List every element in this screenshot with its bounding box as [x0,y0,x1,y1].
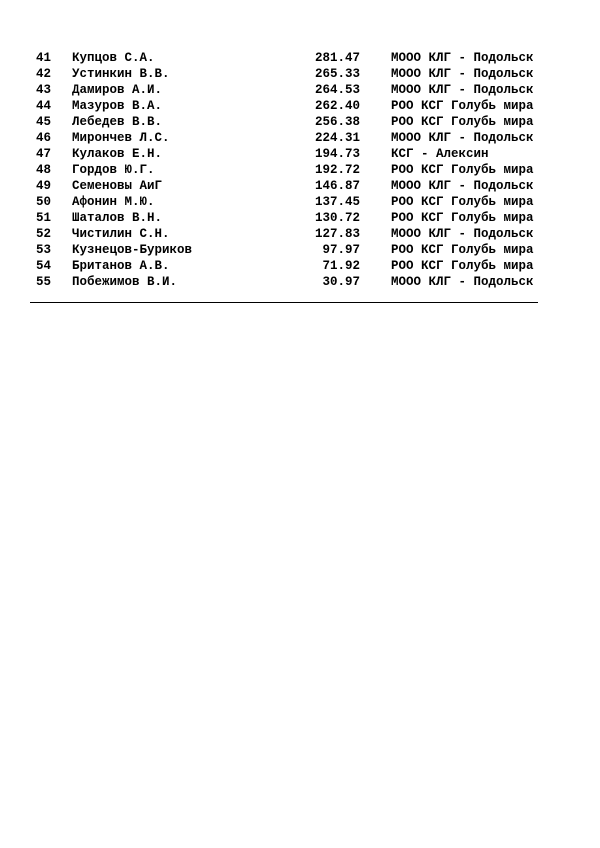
table-row [36,162,576,178]
place-number: 41 [36,51,52,65]
score-value: 137.45 [314,195,360,209]
participant-name: Гордов Ю.Г. [72,163,155,177]
table-row [36,66,576,82]
place-number: 51 [36,211,52,225]
place-number: 46 [36,131,52,145]
participant-name: Британов А.В. [72,259,170,273]
score-value: 192.72 [314,163,360,177]
place-number: 55 [36,275,52,289]
club-name: КСГ - Алексин [391,147,489,161]
club-name: МООО КЛГ - Подольск [391,51,534,65]
club-name: МООО КЛГ - Подольск [391,131,534,145]
table-row [36,194,576,210]
participant-name: Устинкин В.В. [72,67,170,81]
participant-name: Шаталов В.Н. [72,211,163,225]
score-value: 224.31 [314,131,360,145]
table-row [36,114,576,130]
place-number: 42 [36,67,52,81]
table-row [36,226,576,242]
club-name: РОО КСГ Голубь мира [391,211,534,225]
place-number: 49 [36,179,52,193]
place-number: 47 [36,147,52,161]
place-number: 44 [36,99,52,113]
club-name: РОО КСГ Голубь мира [391,115,534,129]
score-value: 194.73 [314,147,360,161]
table-end-divider [30,302,538,303]
participant-name: Лебедев В.В. [72,115,163,129]
table-row [36,242,576,258]
place-number: 50 [36,195,52,209]
place-number: 43 [36,83,52,97]
place-number: 48 [36,163,52,177]
participant-name: Мирончев Л.С. [72,131,170,145]
club-name: РОО КСГ Голубь мира [391,259,534,273]
participant-name: Дамиров А.И. [72,83,163,97]
table-row [36,258,576,274]
place-number: 53 [36,243,52,257]
table-row [36,146,576,162]
club-name: МООО КЛГ - Подольск [391,179,534,193]
table-row [36,178,576,194]
club-name: РОО КСГ Голубь мира [391,163,534,177]
table-row [36,130,576,146]
club-name: РОО КСГ Голубь мира [391,99,534,113]
score-value: 264.53 [314,83,360,97]
participant-name: Побежимов В.И. [72,275,178,289]
club-name: РОО КСГ Голубь мира [391,243,534,257]
table-row [36,98,576,114]
club-name: МООО КЛГ - Подольск [391,275,534,289]
results-table [36,50,576,290]
place-number: 45 [36,115,52,129]
score-value: 265.33 [314,67,360,81]
place-number: 54 [36,259,52,273]
score-value: 256.38 [314,115,360,129]
participant-name: Кулаков Е.Н. [72,147,163,161]
club-name: МООО КЛГ - Подольск [391,67,534,81]
score-value: 127.83 [314,227,360,241]
score-value: 262.40 [314,99,360,113]
table-row [36,274,576,290]
participant-name: Чистилин С.Н. [72,227,170,241]
club-name: РОО КСГ Голубь мира [391,195,534,209]
place-number: 52 [36,227,52,241]
table-row [36,82,576,98]
participant-name: Семеновы АиГ [72,179,163,193]
score-value: 130.72 [314,211,360,225]
table-row [36,210,576,226]
participant-name: Купцов С.А. [72,51,155,65]
participant-name: Афонин М.Ю. [72,195,155,209]
club-name: МООО КЛГ - Подольск [391,83,534,97]
score-value: 281.47 [314,51,360,65]
club-name: МООО КЛГ - Подольск [391,227,534,241]
score-value: 97.97 [322,243,360,257]
participant-name: Кузнецов-Буриков [72,243,193,257]
participant-name: Мазуров В.А. [72,99,163,113]
score-value: 71.92 [322,259,360,273]
score-value: 30.97 [322,275,360,289]
score-value: 146.87 [314,179,360,193]
table-row [36,50,576,66]
